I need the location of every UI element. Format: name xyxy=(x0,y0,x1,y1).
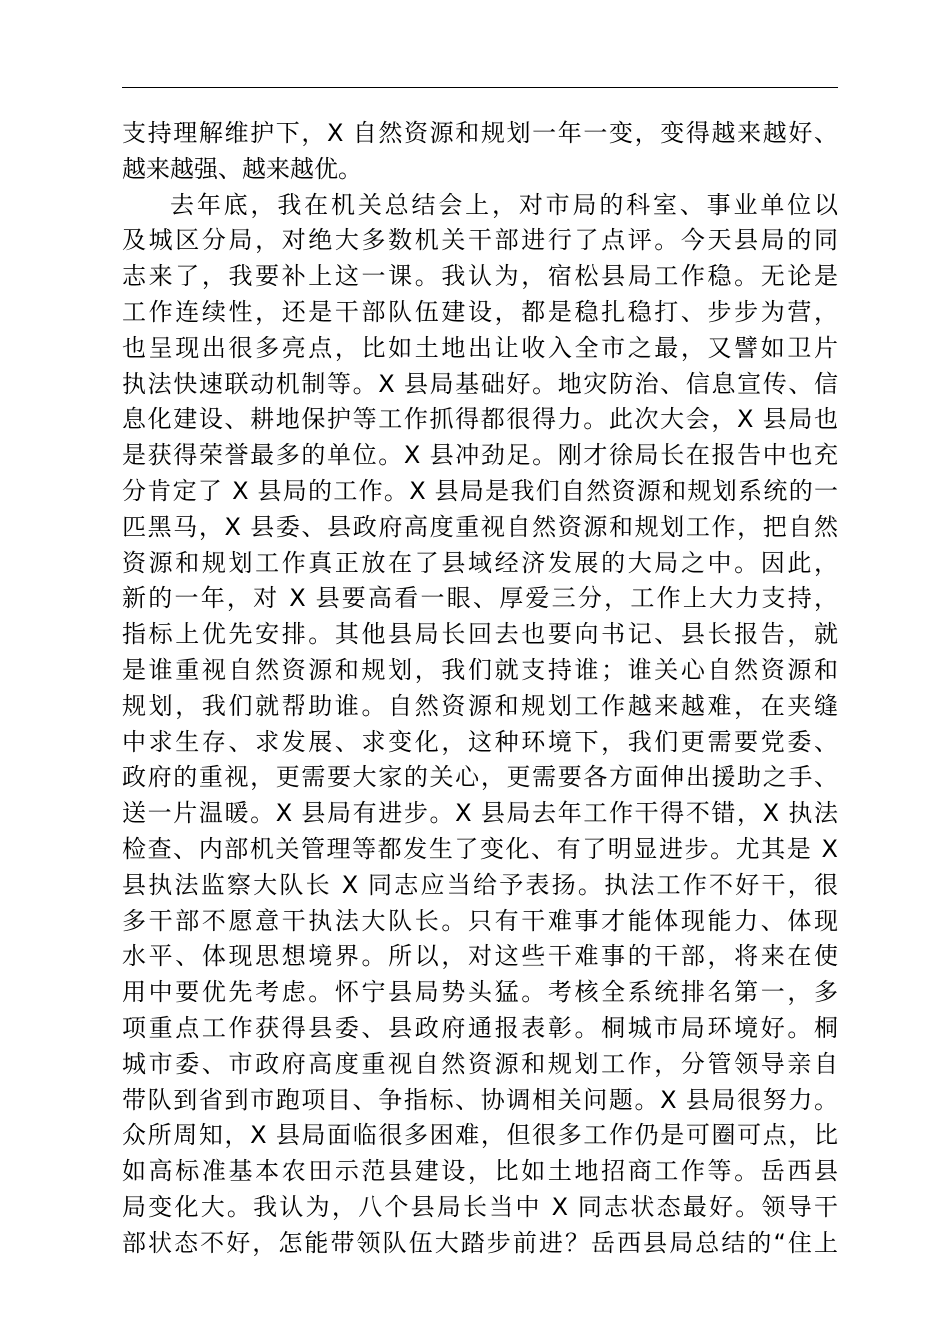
text-line: 也呈现出很多亮点，比如土地出让收入全市之最，又譬如卫片 xyxy=(122,333,838,362)
document-body xyxy=(122,116,838,1262)
text-line: 检查、内部机关管理等都发生了变化、有了明显进步。尤其是 X xyxy=(122,834,838,863)
text-line: 新的一年，对 X 县要高看一眼、厚爱三分，工作上大力支持， xyxy=(122,584,838,613)
text-line: 县执法监察大队长 X 同志应当给予表扬。执法工作不好干，很 xyxy=(122,870,838,899)
text-line: 规划，我们就帮助谁。自然资源和规划工作越来越难，在夹缝 xyxy=(122,691,838,720)
text-line: 支持理解维护下，X 自然资源和规划一年一变，变得越来越好、 xyxy=(122,119,838,147)
text-line: 政府的重视，更需要大家的关心，更需要各方面伸出援助之手、 xyxy=(122,763,838,792)
text-line: 分肯定了 X 县局的工作。X 县局是我们自然资源和规划系统的一 xyxy=(122,476,838,505)
text-line: 水平、体现思想境界。所以，对这些干难事的干部，将来在使 xyxy=(122,942,838,971)
text-line: 工作连续性，还是干部队伍建设，都是稳扎稳打、步步为营， xyxy=(122,297,838,326)
text-line: 越来越强、越来越优。 xyxy=(122,154,362,183)
text-line: 众所周知，X 县局面临很多困难，但很多工作仍是可圈可点，比 xyxy=(122,1121,838,1150)
text-line: 及城区分局，对绝大多数机关干部进行了点评。今天县局的同 xyxy=(122,226,838,255)
text-line: 匹黑马，X 县委、县政府高度重视自然资源和规划工作，把自然 xyxy=(122,512,838,541)
text-line: 带队到省到市跑项目、争指标、协调相关问题。X 县局很努力。 xyxy=(122,1085,838,1114)
text-line: 志来了，我要补上这一课。我认为，宿松县局工作稳。无论是 xyxy=(122,262,838,291)
text-line: 中求生存、求发展、求变化，这种环境下，我们更需要党委、 xyxy=(122,727,838,756)
text-line: 是获得荣誉最多的单位。X 县冲劲足。刚才徐局长在报告中也充 xyxy=(122,441,838,470)
text-line: 多干部不愿意干执法大队长。只有干难事才能体现能力、体现 xyxy=(122,906,838,935)
text-line: 如高标准基本农田示范县建设，比如土地招商工作等。岳西县 xyxy=(122,1157,838,1186)
text-line: 是谁重视自然资源和规划，我们就支持谁；谁关心自然资源和 xyxy=(122,655,838,684)
text-line: 部状态不好，怎能带领队伍大踏步前进？岳西县局总结的“住上 xyxy=(122,1228,838,1257)
text-line: 指标上优先安排。其他县局长回去也要向书记、县长报告，就 xyxy=(122,620,838,649)
text-line: 息化建设、耕地保护等工作抓得都很得力。此次大会，X 县局也 xyxy=(122,405,838,434)
header-rule xyxy=(122,87,838,88)
text-line: 送一片温暖。X 县局有进步。X 县局去年工作干得不错，X 执法 xyxy=(122,799,838,828)
text-line: 资源和规划工作真正放在了县域经济发展的大局之中。因此， xyxy=(122,548,838,577)
text-line: 项重点工作获得县委、县政府通报表彰。桐城市局环境好。桐 xyxy=(122,1013,838,1042)
paragraph-first-line: 去年底，我在机关总结会上，对市局的科室、事业单位以 xyxy=(170,190,838,219)
text-line: 城市委、市政府高度重视自然资源和规划工作，分管领导亲自 xyxy=(122,1049,838,1078)
text-line: 局变化大。我认为，八个县局长当中 X 同志状态最好。领导干 xyxy=(122,1192,838,1221)
text-line: 执法快速联动机制等。X 县局基础好。地灾防治、信息宣传、信 xyxy=(122,369,838,398)
text-line: 用中要优先考虑。怀宁县局势头猛。考核全系统排名第一，多 xyxy=(122,978,838,1007)
